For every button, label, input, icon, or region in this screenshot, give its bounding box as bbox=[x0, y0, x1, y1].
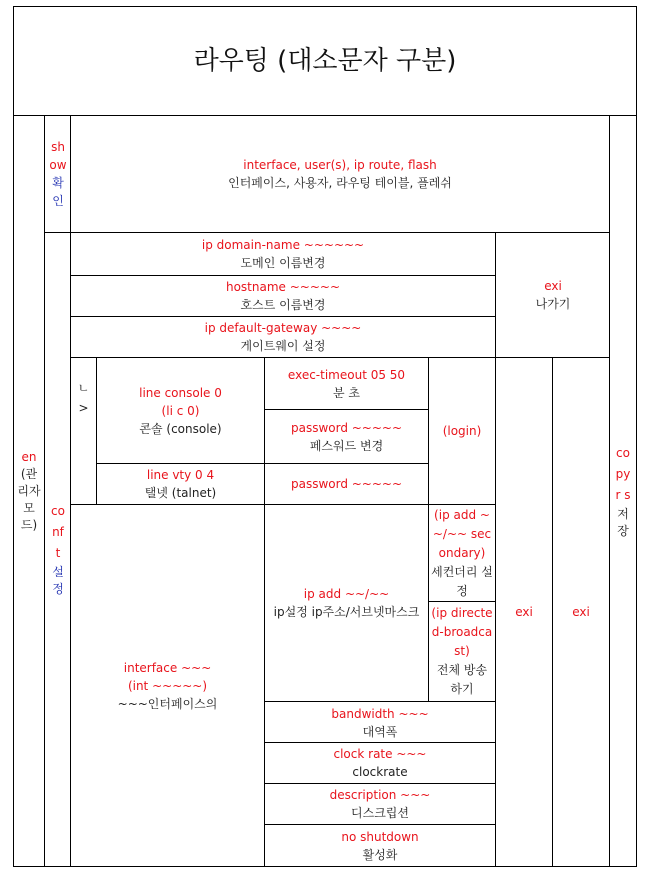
border-left bbox=[13, 6, 14, 867]
conf-description: 설정 bbox=[52, 565, 64, 596]
line-vty-description: 탤넷 (talnet) bbox=[144, 486, 217, 500]
divider-arrow bbox=[96, 357, 97, 505]
divider-clock-description bbox=[264, 783, 496, 784]
directed-broadcast-cell bbox=[431, 601, 493, 701]
divider-hostname-gateway bbox=[70, 316, 496, 317]
exit-cell-2 bbox=[496, 358, 552, 866]
exit-command-2: exi bbox=[515, 605, 533, 619]
console-password-cell bbox=[265, 410, 428, 463]
vty-password-cell bbox=[265, 464, 428, 504]
no-shutdown-description: 활성화 bbox=[362, 847, 398, 862]
divider-command-column bbox=[70, 115, 71, 867]
copy-cell bbox=[613, 116, 633, 866]
en-command: en bbox=[21, 450, 37, 464]
divider-login bbox=[428, 357, 429, 505]
login-command: (login) bbox=[442, 424, 482, 438]
show-commands-cell bbox=[71, 116, 609, 232]
conf-cell bbox=[48, 233, 68, 866]
exec-timeout-description: 분 초 bbox=[333, 386, 360, 400]
divider-copy bbox=[609, 115, 610, 867]
secondary-command: (ip add ~~/~~ secondary) bbox=[432, 507, 492, 560]
no-shutdown-command: no shutdown bbox=[341, 829, 419, 844]
line-console-description: 콘솔 (console) bbox=[139, 421, 222, 436]
page-title: 라우팅 (대소문자 구분) bbox=[193, 45, 457, 76]
show-commands-description: 인터페이스, 사용자, 라우팅 테이블, 플레쉬 bbox=[228, 176, 452, 190]
bandwidth-command: bandwidth ~~~ bbox=[331, 706, 429, 721]
line-vty-command: line vty 0 4 bbox=[146, 468, 215, 482]
border-bottom bbox=[13, 866, 637, 867]
show-description: 확인 bbox=[52, 176, 64, 208]
divider-exit2 bbox=[495, 357, 496, 867]
console-password-command: password ~~~~~ bbox=[290, 420, 403, 435]
default-gateway-command: ip default-gateway ~~~~ bbox=[204, 320, 362, 335]
console-password-description: 페스워드 변경 bbox=[309, 438, 384, 453]
arrow-marker: ㄴ > bbox=[77, 381, 90, 415]
ip-add-description: ip설정 ip주소/서브넷마스크 bbox=[273, 605, 420, 619]
directed-broadcast-command: (ip directed-broadcast) bbox=[431, 605, 493, 658]
divider-line-interface bbox=[70, 504, 496, 505]
description-description: 디스크립션 bbox=[351, 806, 409, 820]
show-command: show bbox=[49, 140, 67, 172]
default-gateway-cell bbox=[71, 316, 495, 357]
secondary-cell bbox=[431, 505, 493, 601]
interface-cell bbox=[71, 505, 264, 866]
conf-command: conf t bbox=[51, 504, 65, 560]
line-console-alias: (li c 0) bbox=[161, 403, 200, 418]
directed-broadcast-description: 전체 방송 하기 bbox=[436, 662, 488, 696]
border-right bbox=[636, 6, 637, 867]
arrow-cell bbox=[71, 358, 96, 504]
line-console-cell bbox=[97, 358, 264, 463]
no-shutdown-cell bbox=[265, 825, 495, 866]
clock-rate-command: clock rate ~~~ bbox=[333, 747, 427, 761]
divider-ipadd-bandwidth bbox=[264, 701, 496, 702]
default-gateway-description: 게이트웨이 설정 bbox=[240, 338, 326, 353]
hostname-cell bbox=[71, 275, 495, 316]
exit-command-1: exi bbox=[544, 279, 562, 293]
exit-cell-1 bbox=[496, 233, 610, 357]
line-vty-cell bbox=[97, 464, 264, 504]
en-description: (관리자모드) bbox=[17, 467, 41, 532]
divider-secondary-directed bbox=[428, 601, 496, 602]
domain-name-command: ip domain-name ~~~~~~ bbox=[201, 238, 365, 252]
domain-name-cell bbox=[71, 233, 495, 275]
description-cell bbox=[265, 784, 495, 824]
exit-cell-3 bbox=[553, 358, 609, 866]
login-cell bbox=[429, 358, 495, 504]
clock-rate-cell bbox=[265, 743, 495, 783]
title-separator bbox=[13, 115, 637, 116]
show-commands: interface, user(s), ip route, flash bbox=[243, 158, 437, 172]
copy-description: 저장 bbox=[617, 506, 629, 538]
divider-domain-hostname bbox=[70, 275, 496, 276]
exec-timeout-cell bbox=[265, 358, 428, 410]
exit-description-1: 나가기 bbox=[535, 297, 571, 311]
line-console-command: line console 0 bbox=[139, 385, 222, 400]
secondary-description: 세컨더리 설정 bbox=[431, 564, 493, 598]
divider-en bbox=[44, 115, 45, 867]
interface-alias: (int ~~~~~) bbox=[127, 678, 208, 693]
divider-global-line bbox=[70, 357, 610, 358]
copy-command: copy r s bbox=[615, 445, 631, 502]
exit-command-3: exi bbox=[572, 605, 590, 619]
divider-console-vty bbox=[96, 463, 429, 464]
ip-add-cell bbox=[265, 505, 428, 701]
domain-name-description: 도메인 이름변경 bbox=[240, 256, 326, 270]
divider-timeout-password bbox=[264, 409, 429, 410]
ip-add-command: ip add ~~/~~ bbox=[303, 587, 390, 601]
en-mode-cell bbox=[16, 116, 42, 866]
bandwidth-cell bbox=[265, 702, 495, 743]
divider-bandwidth-clock bbox=[264, 742, 496, 743]
interface-description: ~~~인터페이스의 bbox=[117, 696, 218, 711]
border-top bbox=[13, 6, 637, 7]
hostname-description: 호스트 이름변경 bbox=[240, 297, 326, 312]
divider-line-subcmd bbox=[264, 357, 265, 867]
bandwidth-description: 대역폭 bbox=[362, 724, 398, 739]
hostname-command: hostname ~~~~~ bbox=[225, 279, 341, 294]
exec-timeout-command: exec-timeout 05 50 bbox=[287, 368, 406, 382]
show-cell bbox=[48, 116, 68, 232]
divider-exit1 bbox=[495, 232, 496, 357]
divider-exit3 bbox=[552, 357, 553, 867]
divider-ipadd-options bbox=[428, 504, 429, 702]
vty-password-command: password ~~~~~ bbox=[290, 477, 403, 491]
divider-show-conf bbox=[44, 232, 610, 233]
interface-command: interface ~~~ bbox=[123, 660, 212, 675]
description-command: description ~~~ bbox=[329, 788, 431, 802]
clock-rate-description: clockrate bbox=[352, 765, 408, 779]
divider-description-shutdown bbox=[264, 824, 496, 825]
